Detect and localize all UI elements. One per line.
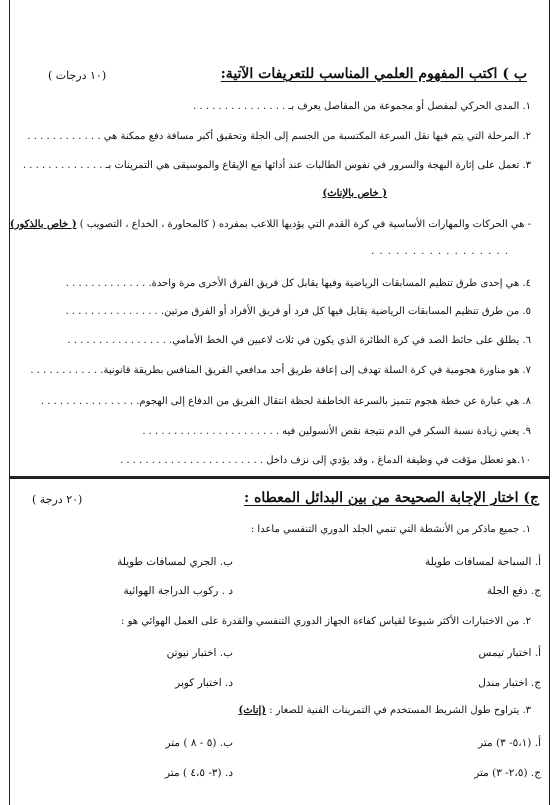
definition-item-9: ٩. يعني زيادة نسبة السكر في الدم نتيجة نقص الأنسولين فيه . . . . . . . . . . . . . . . . . . . . . .	[142, 426, 531, 437]
definition-item-4: ٤. هي إحدى طرق تنظيم المسابقات الرياضية وفيها يقابل كل فريق الفرق الأخرى مرة واحدة. . . . . . . . . . . . . .	[65, 278, 531, 289]
definition-item-8: ٨. هي عبارة عن خطة هجوم تتميز بالسرعة الخاطفة لحظة انتقال الفريق من الدفاع إلى الهجوم. . . . . . . . . . . . . . . .	[40, 396, 531, 407]
definition-item-6: ٦. يطلق على حائط الصد في كرة الطائرة الذي يكون في ثلاث لاعبين في الخط الأمامي. . . . . . . . . . . . . . . . .	[67, 335, 531, 346]
question-3-text-body: ٣. يتراوح طول الشريط المستخدم في التمرينات الفنية للصغار :	[269, 705, 531, 716]
question-1-text: ١. جميع ماذكر من الأنشطة التي تنمي الجلد الدوري التنفسي ماعدا :	[250, 524, 531, 535]
section-b-title-text: ب ) اكتب المفهوم العلمي المناسب للتعريفات الآتية:	[220, 66, 527, 82]
question-3-option-c[interactable]: ج. (٢،٥- ٣) متر	[474, 767, 541, 779]
question-2-text: ٢. من الاختبارات الأكثر شيوعا لقياس كفاءة الجهاز الدوري التنفسي والقدرة على العمل الهوائي هو :	[121, 616, 531, 627]
question-1-option-d[interactable]: د . ركوب الدراجة الهوائية	[123, 585, 233, 597]
section-c-title-text: ج) اختار الإجابة الصحيحة من بين البدائل المعطاه :	[243, 490, 539, 506]
question-3-option-b[interactable]: ب. (٥ - ٨ ) متر	[165, 737, 233, 749]
female-only-label: ( خاص بالإناث)	[322, 188, 387, 199]
definition-item-male-text: - هي الحركات والمهارات الأساسية في كرة القدم التي يؤديها اللاعب بمفرده ( كالمحاورة ، الخداع ، التصويب )	[79, 219, 531, 230]
definition-item-1: ١. المدى الحركي لمفصل أو مجموعة من المفاصل يعرف بـ . . . . . . . . . . . . . . .	[193, 101, 531, 112]
male-only-label: ( خاص بالذكور)	[9, 219, 77, 230]
question-2-option-d[interactable]: د. اختبار كوبر	[175, 677, 233, 689]
question-3-text	[239, 705, 532, 716]
section-b-title	[221, 66, 527, 82]
question-2-option-a[interactable]: أ. اختبار تيمس	[478, 647, 541, 659]
question-3-option-d[interactable]: د. (٣- ٤،٥ ) متر	[164, 767, 233, 779]
question-1-option-b[interactable]: ب. الجري لمسافات طويلة	[117, 556, 233, 568]
question-2-option-c[interactable]: ج. اختبار مندل	[478, 677, 541, 689]
question-3-option-a[interactable]: أ. (٥،١- ٣) متر	[478, 737, 541, 749]
definition-item-10: ١٠.هو تعطل مؤقت في وظيفة الدماغ ، وقد يؤدي إلى نزف داخل . . . . . . . . . . . . . . . . . . . . . . .	[120, 455, 531, 466]
question-2-option-b[interactable]: ب. اختبار نيوتن	[166, 647, 233, 659]
definition-item-5: ٥. من طرق تنظيم المسابقات الرياضية يقابل فيها كل فرد أو فريق الأفراد أو الفرق مرتين. . . . . . . . . . . . . . . .	[65, 306, 531, 317]
section-c-title	[244, 490, 539, 506]
definition-item-male	[10, 219, 531, 230]
question-1-option-c[interactable]: ج. دفع الجلة	[486, 585, 541, 597]
section-divider	[10, 476, 549, 479]
definition-item-3: ٣. تعمل على إثارة البهجة والسرور في نفوس الطالبات عند أدائها مع الإيقاع والموسيقى هي التمرينات بـ . . . . . . . . . . . . .	[22, 160, 531, 171]
definition-item-2: ٢. المرحلة التي يتم فيها نقل السرعة المكتسبة من الجسم إلى الجلة وتحقيق أكبر مسافة دفع ممكنة هي . . . . . . . . . . . .	[27, 131, 531, 142]
section-c-marks: (٢٠ درجة )	[32, 493, 83, 506]
exam-page	[9, 0, 550, 805]
definition-item-7: ٧. هو مناورة هجومية في كرة السلة تهدف إلى إعاقة طريق أحد مدافعي الفريق المنافس بطريقة قانونية. . . . . . . . . . . .	[30, 365, 531, 376]
definition-item-male-blank: . . . . . . . . . . . . . . . . .	[371, 246, 509, 257]
question-1-option-a[interactable]: أ. السباحة لمسافات طويلة	[425, 556, 541, 568]
section-b-marks: (١٠ درجات )	[48, 69, 107, 82]
female-only-badge: (إناث)	[238, 705, 266, 716]
